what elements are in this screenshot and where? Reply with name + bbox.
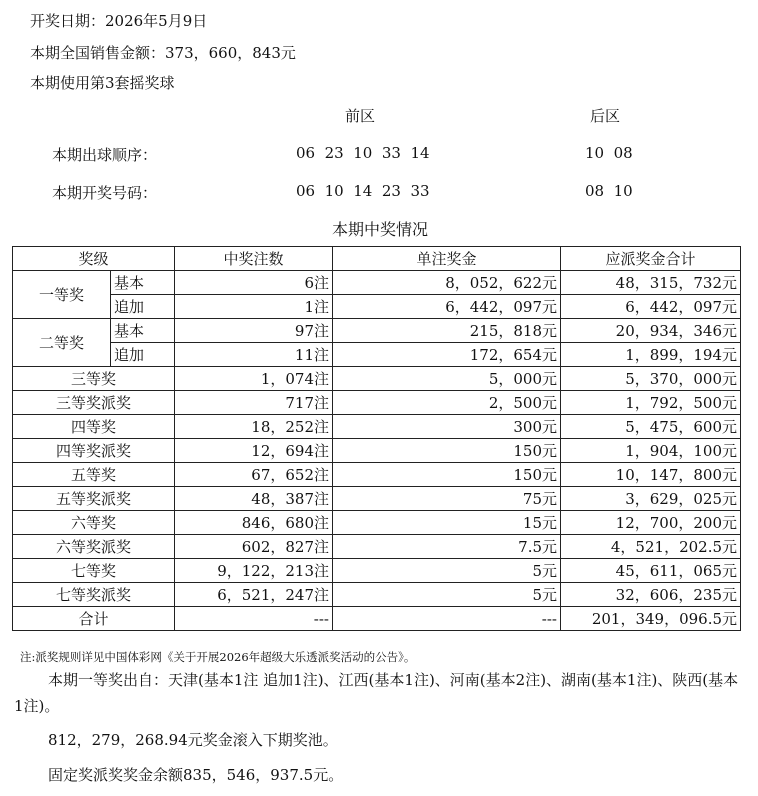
table-row xyxy=(13,319,741,343)
draw-order-label: 本期出球顺序： xyxy=(52,146,158,164)
total-cell: 5，370，000元 xyxy=(561,367,741,391)
table-row xyxy=(13,463,741,487)
table-row xyxy=(13,583,741,607)
table-row xyxy=(13,535,741,559)
unit-prize-cell: 15元 xyxy=(333,511,561,535)
basic-label: 基本 xyxy=(111,319,175,343)
table-row xyxy=(13,487,741,511)
unit-prize-cell: 75元 xyxy=(333,487,561,511)
fixed-pool-balance: 固定奖派奖奖金余额835，546，937.5元。 xyxy=(48,766,344,784)
unit-prize-cell: 215，818元 xyxy=(333,319,561,343)
total-cell: 4，521，202.5元 xyxy=(561,535,741,559)
back-zone-label: 后区 xyxy=(589,107,620,125)
unit-prize-cell: 150元 xyxy=(333,463,561,487)
header-unit-prize: 单注奖金 xyxy=(333,247,561,271)
extra-label: 追加 xyxy=(111,343,175,367)
first-prize-origin: 本期一等奖出自：天津(基本1注 追加1注)、江西(基本1注)、河南(基本2注)、湖南(基本1注)、陕西(基本1注)。 xyxy=(14,671,739,715)
ball-set: 本期使用第3套摇奖球 xyxy=(30,74,175,92)
total-cell: 201，349，096.5元 xyxy=(561,607,741,631)
count-cell: 846，680注 xyxy=(175,511,333,535)
unit-prize-cell: 5元 xyxy=(333,583,561,607)
total-cell: 20，934，346元 xyxy=(561,319,741,343)
unit-prize-cell: 5，000元 xyxy=(333,367,561,391)
count-cell: 6注 xyxy=(175,271,333,295)
sales-amount: 本期全国销售金额：373，660，843元 xyxy=(30,44,296,62)
count-cell: 48，387注 xyxy=(175,487,333,511)
total-label: 合计 xyxy=(13,607,175,631)
total-cell: 48，315，732元 xyxy=(561,271,741,295)
table-header-row xyxy=(13,247,741,271)
total-cell: 1，904，100元 xyxy=(561,439,741,463)
draw-date: 开奖日期：2026年5月9日 xyxy=(30,12,208,30)
basic-label: 基本 xyxy=(111,271,175,295)
count-cell: 97注 xyxy=(175,319,333,343)
extra-label: 追加 xyxy=(111,295,175,319)
header-count: 中奖注数 xyxy=(175,247,333,271)
count-cell: 12，694注 xyxy=(175,439,333,463)
count-cell: 6，521，247注 xyxy=(175,583,333,607)
unit-prize-cell: --- xyxy=(333,607,561,631)
draw-order-back: 10 08 xyxy=(585,144,633,162)
total-cell: 10，147，800元 xyxy=(561,463,741,487)
header-total: 应派奖金合计 xyxy=(561,247,741,271)
table-row xyxy=(13,295,741,319)
unit-prize-cell: 6，442，097元 xyxy=(333,295,561,319)
level-cell: 五等奖派奖 xyxy=(13,487,175,511)
unit-prize-cell: 172，654元 xyxy=(333,343,561,367)
level-cell: 七等奖 xyxy=(13,559,175,583)
table-row xyxy=(13,271,741,295)
unit-prize-cell: 8，052，622元 xyxy=(333,271,561,295)
level-cell: 六等奖 xyxy=(13,511,175,535)
rules-note: 注:派奖规则详见中国体彩网《关于开展2026年超级大乐透派奖活动的公告》。 xyxy=(20,650,416,664)
level-cell: 三等奖 xyxy=(13,367,175,391)
total-cell: 32，606，235元 xyxy=(561,583,741,607)
unit-prize-cell: 5元 xyxy=(333,559,561,583)
table-row xyxy=(13,439,741,463)
front-zone-label: 前区 xyxy=(344,107,375,125)
level-cell: 六等奖派奖 xyxy=(13,535,175,559)
level-cell: 四等奖 xyxy=(13,415,175,439)
table-row xyxy=(13,415,741,439)
rollover-amount: 812，279，268.94元奖金滚入下期奖池。 xyxy=(48,731,338,749)
second-prize-label: 二等奖 xyxy=(13,319,111,367)
total-cell: 5，475，600元 xyxy=(561,415,741,439)
header-level: 奖级 xyxy=(13,247,175,271)
first-prize-label: 一等奖 xyxy=(13,271,111,319)
total-cell: 6，442，097元 xyxy=(561,295,741,319)
total-cell: 1，792，500元 xyxy=(561,391,741,415)
total-cell: 12，700，200元 xyxy=(561,511,741,535)
table-row xyxy=(13,511,741,535)
total-row xyxy=(13,607,741,631)
level-cell: 五等奖 xyxy=(13,463,175,487)
level-cell: 七等奖派奖 xyxy=(13,583,175,607)
level-cell: 四等奖派奖 xyxy=(13,439,175,463)
table-row xyxy=(13,343,741,367)
count-cell: 9，122，213注 xyxy=(175,559,333,583)
winning-numbers-front: 06 10 14 23 33 xyxy=(296,182,430,200)
count-cell: 602，827注 xyxy=(175,535,333,559)
count-cell: 11注 xyxy=(175,343,333,367)
count-cell: --- xyxy=(175,607,333,631)
prize-table xyxy=(12,246,741,631)
winning-numbers-label: 本期开奖号码： xyxy=(52,184,158,202)
unit-prize-cell: 150元 xyxy=(333,439,561,463)
level-cell: 三等奖派奖 xyxy=(13,391,175,415)
table-row xyxy=(13,367,741,391)
count-cell: 18，252注 xyxy=(175,415,333,439)
prize-table-title: 本期中奖情况 xyxy=(331,220,428,239)
unit-prize-cell: 2，500元 xyxy=(333,391,561,415)
total-cell: 3，629，025元 xyxy=(561,487,741,511)
count-cell: 717注 xyxy=(175,391,333,415)
total-cell: 1，899，194元 xyxy=(561,343,741,367)
draw-order-front: 06 23 10 33 14 xyxy=(296,144,430,162)
total-cell: 45，611，065元 xyxy=(561,559,741,583)
table-row xyxy=(13,559,741,583)
winning-numbers-back: 08 10 xyxy=(585,182,633,200)
unit-prize-cell: 7.5元 xyxy=(333,535,561,559)
table-row xyxy=(13,391,741,415)
count-cell: 1注 xyxy=(175,295,333,319)
unit-prize-cell: 300元 xyxy=(333,415,561,439)
count-cell: 67，652注 xyxy=(175,463,333,487)
count-cell: 1，074注 xyxy=(175,367,333,391)
